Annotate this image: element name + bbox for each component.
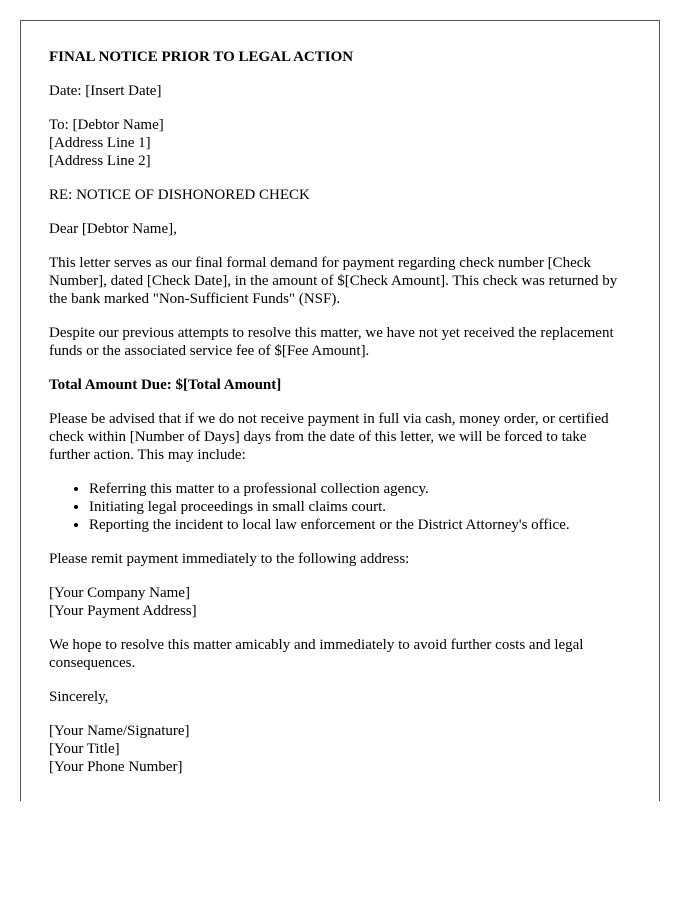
letter-title: FINAL NOTICE PRIOR TO LEGAL ACTION bbox=[49, 49, 354, 65]
total-amount-due: Total Amount Due: $[Total Amount] bbox=[49, 377, 282, 393]
re-line: RE: NOTICE OF DISHONORED CHECK bbox=[49, 187, 310, 203]
letter-date: Date: [Insert Date] bbox=[49, 83, 162, 99]
list-item: • Referring this matter to a professional collection agency. bbox=[89, 480, 631, 498]
salutation: Dear [Debtor Name], bbox=[49, 221, 177, 237]
recipient-address-line-2: [Address Line 2] bbox=[49, 153, 151, 169]
signature-block bbox=[49, 722, 631, 776]
recipient-address-line-1: [Address Line 1] bbox=[49, 135, 151, 151]
recipient-name: To: [Debtor Name] bbox=[49, 117, 164, 133]
remit-company-name: [Your Company Name] bbox=[49, 585, 190, 601]
action-list bbox=[49, 480, 631, 534]
list-item: • Initiating legal proceedings in small claims court. bbox=[89, 498, 631, 516]
signature-phone: [Your Phone Number] bbox=[49, 759, 183, 775]
closing-paragraph: We hope to resolve this matter amicably and immediately to avoid further costs and legal consequences. bbox=[49, 637, 584, 671]
remit-address-block bbox=[49, 584, 631, 620]
paragraph-previous-attempts: Despite our previous attempts to resolve this matter, we have not yet received the replacement funds or the associated service fee of $[Fee Amount]. bbox=[49, 325, 614, 359]
signature-title: [Your Title] bbox=[49, 741, 120, 757]
closing: Sincerely, bbox=[49, 689, 109, 705]
paragraph-demand: This letter serves as our final formal demand for payment regarding check number [Check Number], dated [Check Date], in the amount of $[Check Amount]. This check was returned by the bank marked "Non-Sufficient Funds" (NSF). bbox=[49, 255, 618, 307]
letter-page bbox=[20, 20, 660, 801]
remit-payment-address: [Your Payment Address] bbox=[49, 603, 197, 619]
list-item: • Reporting the incident to local law enforcement or the District Attorney's office. bbox=[89, 516, 631, 534]
signature-name: [Your Name/Signature] bbox=[49, 723, 190, 739]
remit-instruction: Please remit payment immediately to the following address: bbox=[49, 551, 410, 567]
paragraph-warning: Please be advised that if we do not receive payment in full via cash, money order, or certified check within [Number of Days] days from the date of this letter, we will be forced to take further action. This may include: bbox=[49, 411, 609, 463]
recipient-block bbox=[49, 116, 631, 170]
